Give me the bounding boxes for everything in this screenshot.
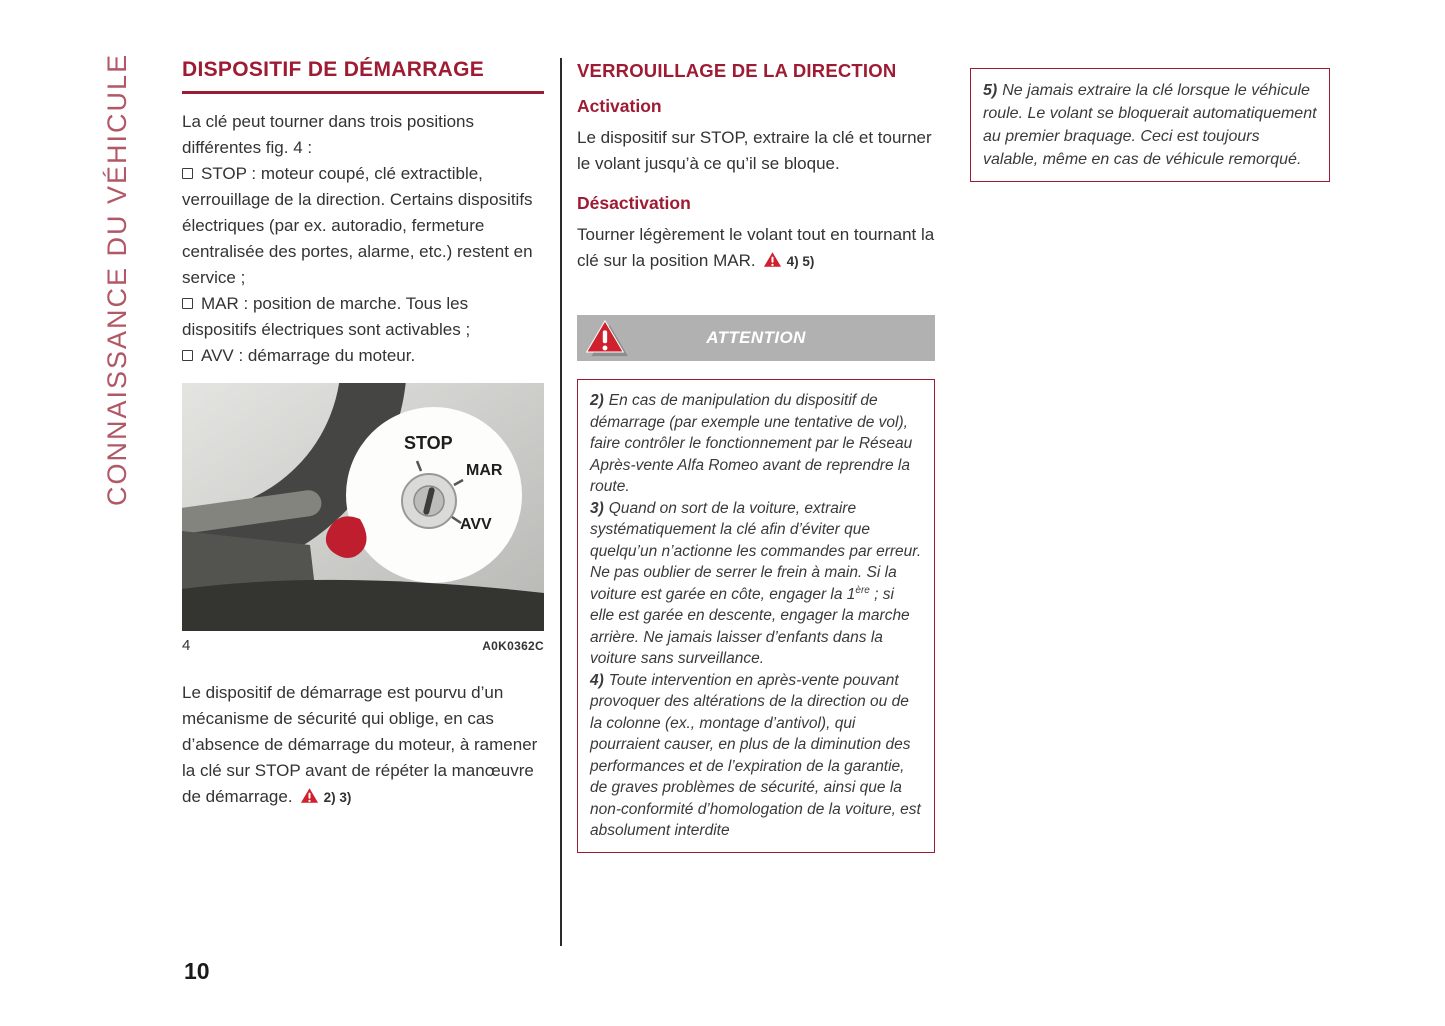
warning-item-4 [590, 670, 922, 842]
column-steering-lock [577, 60, 935, 853]
warning-item-label: 2) [590, 392, 604, 409]
figure-ignition-photo [182, 383, 544, 631]
warning-item-text: ; si elle est garée en descente, engager la marche arrière. Ne jamais laisser d’enfants dans la voiture sans surveillance. [590, 585, 910, 667]
figure-label-mar: MAR [466, 462, 503, 479]
deactivation-paragraph-text: Tourner légèrement le volant tout en tournant la clé sur la position MAR. [577, 225, 935, 270]
warning-item-text: Toute intervention en après-vente pouvant provoquer des altérations de la direction ou de la colonne (ex., montage d’antivol), qui pourraient causer, en plus de la diminution des performances et de l’expiration de la garantie, de graves problèmes de sécurité, ainsi que la non-conformité d’homologation de la voiture, est absolument interdite [590, 671, 921, 839]
list-item-mar-text: MAR : position de marche. Tous les dispositifs électriques sont activables ; [182, 294, 471, 339]
heading-activation: Activation [577, 96, 662, 116]
attention-banner [577, 315, 935, 361]
chapter-sidebar-text: CONNAISSANCE DU VÉHICULE [102, 52, 132, 506]
heading-deactivation: Désactivation [577, 193, 691, 213]
figure-caption-row [182, 637, 544, 654]
activation-paragraph: Le dispositif sur STOP, extraire la clé et tourner le volant jusqu’à ce qu’il se bloque. [577, 128, 932, 173]
figure-label-stop: STOP [404, 433, 453, 453]
column-divider [560, 58, 562, 946]
list-item-avv [182, 343, 544, 369]
ignition-illustration [182, 383, 544, 631]
note-box-5 [970, 68, 1330, 182]
figure-code: A0K0362C [482, 639, 544, 653]
deactivation-paragraph [577, 222, 935, 275]
section-title-starting-device: DISPOSITIF DE DÉMARRAGE [182, 58, 544, 94]
note-item-text: Ne jamais extraire la clé lorsque le véhicule roule. Le volant se bloquerait automatiquement au premier braquage. Ceci est toujours valable, même en cas de véhicule remorqué. [983, 82, 1317, 168]
intro-paragraph: La clé peut tourner dans trois positions différentes fig. 4 : [182, 112, 475, 157]
figure-label-avv: AVV [460, 516, 492, 533]
warning-refs: 4) 5) [786, 254, 815, 269]
list-item-avv-text: AVV : démarrage du moteur. [201, 346, 416, 365]
warning-triangle-icon [300, 787, 319, 804]
warning-triangle-icon [763, 251, 782, 268]
warning-triangle-icon [584, 318, 630, 359]
column-starting-device [182, 58, 544, 811]
warning-item-superscript: ère [855, 584, 870, 596]
list-square-icon [182, 168, 193, 179]
note-item-5 [983, 79, 1317, 171]
list-square-icon [182, 350, 193, 361]
warning-refs: 2) 3) [323, 790, 352, 805]
chapter-sidebar-label [102, 53, 133, 506]
security-paragraph-text: Le dispositif de démarrage est pourvu d’un mécanisme de sécurité qui oblige, en cas d’absence de démarrage du moteur, à ramener la clé sur STOP avant de répéter la manœuvre de démarrage. [182, 683, 538, 806]
list-item-stop-text: STOP : moteur coupé, clé extractible, verrouillage de la direction. Certains dispositifs électriques (par ex. autoradio, fermeture centralisée des portes, alarme, etc.) restent en service ; [182, 164, 533, 287]
warnings-box [577, 379, 935, 853]
attention-banner-label: ATTENTION [706, 328, 806, 347]
page-number: 10 [184, 958, 210, 984]
security-paragraph [182, 680, 544, 811]
list-item-mar [182, 291, 544, 343]
figure-number: 4 [182, 637, 191, 654]
list-item-stop [182, 161, 544, 291]
warning-item-label: 4) [590, 671, 604, 689]
note-item-label: 5) [983, 82, 998, 99]
warning-item-text: En cas de manipulation du dispositif de démarrage (par exemple une tentative de vol), faire contrôler le fonctionnement par le Réseau Après-vente Alfa Romeo avant de reprendre la route. [590, 392, 913, 495]
warning-item-3 [590, 498, 922, 670]
list-square-icon [182, 298, 193, 309]
section-title-steering-lock: VERROUILLAGE DE LA DIRECTION [577, 60, 897, 81]
warning-item-text: Quand on sort de la voiture, extraire systématiquement la clé afin d’éviter que quelqu’un n’actionne les commandes par erreur. Ne pas oublier de serrer le frein à main. Si la voiture est garée en côte, engager la 1 [590, 499, 922, 603]
warning-item-2 [590, 390, 922, 498]
warning-item-label: 3) [590, 499, 604, 517]
